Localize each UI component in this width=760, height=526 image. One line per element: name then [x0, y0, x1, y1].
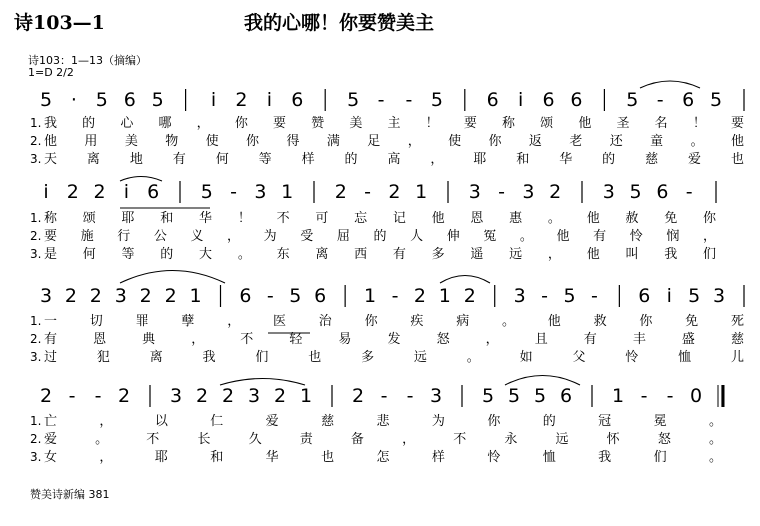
note: 5 — [151, 89, 164, 111]
verse-lyric: 他用美物使你得满足，使你返老还童。他 — [44, 134, 745, 149]
verse-number: 2. — [30, 432, 42, 446]
note: 3 — [247, 385, 261, 407]
slur — [640, 81, 700, 88]
note: 3 — [429, 385, 443, 407]
note: 5 — [481, 385, 495, 407]
note: 2 — [139, 285, 152, 307]
verse-lyric: 称颂耶和华！不可忘记他恩惠。他赦免你 — [44, 211, 717, 226]
note: 1 — [299, 385, 313, 407]
note: i — [43, 181, 49, 203]
key-signature: 1=D 2/2 — [28, 66, 74, 79]
note: i — [123, 181, 130, 203]
verse-number: 2. — [30, 332, 42, 346]
note: 2 — [388, 181, 401, 203]
note: 2 — [117, 385, 131, 407]
note: · — [70, 89, 77, 111]
note: 5 — [95, 89, 108, 111]
note: - — [666, 385, 674, 407]
note: - — [230, 181, 238, 203]
verse-number: 1. — [30, 414, 42, 428]
note: 6 — [239, 285, 252, 307]
note: 3 — [169, 385, 183, 407]
verse-lyric: 有恩典，不轻易发怒，且有丰盛慈 — [44, 332, 744, 347]
note: 3 — [254, 181, 267, 203]
note: 1 — [611, 385, 625, 407]
note: - — [405, 89, 413, 111]
note: - — [68, 385, 76, 407]
note: 2 — [221, 385, 235, 407]
note: 2 — [273, 385, 287, 407]
verse-lyric: 要施行公义，为受屈的人伸冤。他有怜悯， — [44, 229, 716, 244]
note: 2 — [463, 285, 476, 307]
verse-number: 1. — [30, 116, 42, 130]
note: 5 — [289, 285, 302, 307]
note: - — [266, 285, 274, 307]
hymn-number: 诗103—1 — [14, 12, 105, 34]
note: 2 — [413, 285, 426, 307]
note: i — [210, 89, 217, 111]
note: 3 — [713, 285, 726, 307]
note: 6 — [486, 89, 499, 111]
note: - — [640, 385, 648, 407]
verse-number: 3. — [30, 350, 42, 364]
score-system — [30, 181, 717, 262]
note: 2 — [334, 181, 347, 203]
verse-number: 1. — [30, 211, 42, 225]
note: 5 — [533, 385, 547, 407]
note: - — [94, 385, 102, 407]
note: 1 — [415, 181, 428, 203]
note: 1 — [281, 181, 294, 203]
note: 2 — [64, 285, 77, 307]
note: 6 — [638, 285, 651, 307]
note: 2 — [351, 385, 365, 407]
verse-number: 3. — [30, 247, 42, 261]
note: 5 — [710, 89, 723, 111]
verse-lyric: 女，耶和华也怎样怜恤我们。 — [44, 450, 722, 465]
note: 5 — [626, 89, 639, 111]
score-system — [30, 385, 723, 465]
verse-number: 1. — [30, 314, 42, 328]
note: 1 — [438, 285, 451, 307]
note: 6 — [314, 285, 327, 307]
note: 6 — [542, 89, 555, 111]
verse-lyric: 一切罪孽，医治你疾病。他救你免死 — [44, 314, 744, 329]
note: 5 — [347, 89, 360, 111]
note: 5 — [430, 89, 443, 111]
verse-number: 3. — [30, 450, 42, 464]
note: i — [517, 89, 524, 111]
note: 2 — [89, 285, 102, 307]
note: 6 — [291, 89, 304, 111]
note: 6 — [559, 385, 573, 407]
note: - — [377, 89, 385, 111]
note: 2 — [195, 385, 209, 407]
note: 3 — [39, 285, 53, 307]
note: - — [406, 385, 414, 407]
hymn-title: 我的心哪！你要赞美主 — [244, 12, 435, 34]
slur — [440, 276, 490, 284]
note: 2 — [164, 285, 177, 307]
note: 5 — [200, 181, 213, 203]
verse-lyric: 过犯离我们也多远。如父怜恤儿 — [44, 350, 744, 365]
note: 2 — [549, 181, 562, 203]
note: 5 — [563, 285, 576, 307]
note: 2 — [93, 181, 106, 203]
note: 2 — [235, 89, 248, 111]
note: 5 — [39, 89, 53, 111]
slur — [505, 376, 580, 386]
verse-number: 2. — [30, 134, 42, 148]
note: 5 — [629, 181, 642, 203]
verse-lyric: 天离地有何等样的高，耶和华的慈爱也 — [44, 152, 744, 167]
note: 6 — [682, 89, 695, 111]
note: 3 — [602, 181, 615, 203]
note: 3 — [468, 181, 481, 203]
note: 5 — [688, 285, 701, 307]
note: 1 — [189, 285, 202, 307]
verse-lyric: 亡，以仁爱慈悲为你的冠冕。 — [44, 414, 722, 429]
note: 2 — [66, 181, 79, 203]
note: 3 — [114, 285, 127, 307]
note: i — [266, 89, 273, 111]
hymnal-source: 赞美诗新编 381 — [30, 488, 110, 501]
note: 0 — [689, 385, 703, 407]
note: 1 — [364, 285, 377, 307]
verse-lyric: 是何等的大。东离西有多遥远，他叫我们 — [44, 247, 717, 262]
note: 6 — [570, 89, 583, 111]
note: 3 — [513, 285, 526, 307]
note: 5 — [507, 385, 521, 407]
note: 6 — [656, 181, 669, 203]
note: - — [380, 385, 388, 407]
note: 6 — [147, 181, 160, 203]
note: i — [666, 285, 672, 307]
note: - — [498, 181, 506, 203]
score-system — [30, 89, 744, 167]
note: 6 — [123, 89, 136, 111]
verse-lyric: 爱。不长久责备，不永远怀怒。 — [44, 432, 722, 447]
note: - — [364, 181, 372, 203]
note: - — [391, 285, 399, 307]
score-system — [30, 285, 744, 365]
note: 3 — [522, 181, 535, 203]
scripture-reference: 诗103：1—13（摘编） — [28, 54, 147, 67]
note: - — [656, 89, 664, 111]
verse-number: 3. — [30, 152, 42, 166]
verse-number: 2. — [30, 229, 42, 243]
slur — [120, 271, 225, 284]
note: - — [590, 285, 598, 307]
note: - — [685, 181, 693, 203]
note: - — [541, 285, 549, 307]
note: 2 — [39, 385, 53, 407]
verse-lyric: 我的心哪，你要赞美主！要称颂他圣名！要 — [44, 116, 744, 131]
